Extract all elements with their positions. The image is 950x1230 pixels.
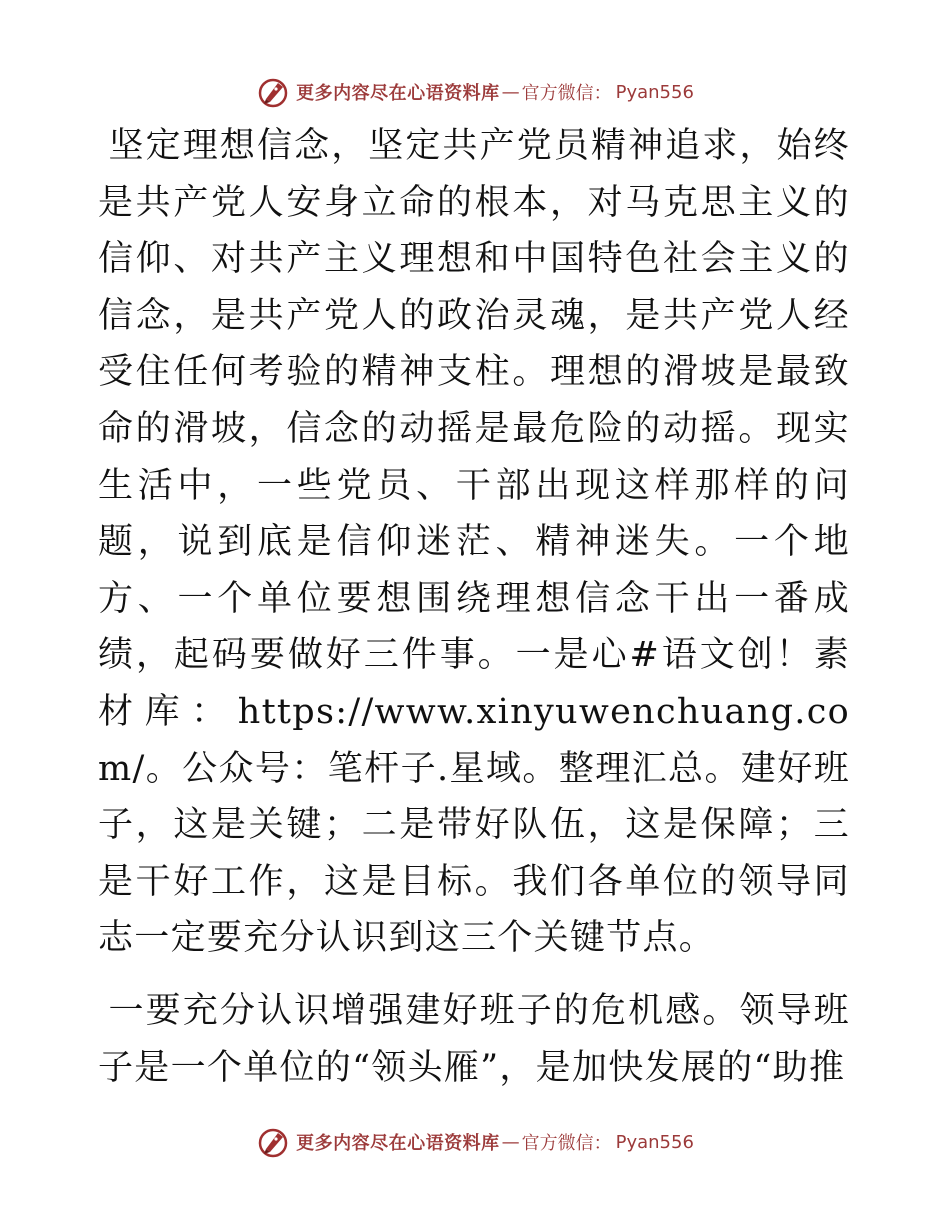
body-paragraph-1: 坚定理想信念，坚定共产党员精神追求，始终是共产党人安身立命的根本，对马克思主义的信仰、对共产主义理想和中国特色社会主义的信念，是共产党人的政治灵魂，是共产党人经受住任何考验的精神支柱。理想的滑坡是最致命的滑坡，信念的动摇是最危险的动摇。现实生活中，一些党员、干部出现这样那样的问题，说到底是信仰迷茫、精神迷失。一个地方、一个单位要想围绕理想信念干出一番成绩，起码要做好三件事。一是心#语文创！素材库：https://www.xinyuwenchuang.com/。公众号：笔杆子.星域。整理汇总。建好班子，这是关键；二是带好队伍，这是保障；三是干好工作，这是目标。我们各单位的领导同志一定要充分认识到这三个关键节点。 bbox=[98, 126, 850, 959]
header-wechat-label: 官方微信： bbox=[521, 83, 612, 104]
body-paragraph-2: 一要充分认识增强建好班子的危机感。领导班子是一个单位的“领头雁”，是加快发展的“助推 bbox=[98, 990, 850, 1088]
document-body bbox=[98, 118, 850, 1096]
header-brand-text: 更多内容尽在心语资料库 bbox=[296, 83, 500, 104]
footer-separator: — bbox=[501, 1131, 520, 1153]
header-wechat-id: Pyan556 bbox=[615, 81, 694, 103]
pen-nib-logo-icon bbox=[256, 75, 290, 109]
header-separator: — bbox=[501, 81, 520, 103]
page-header-banner bbox=[0, 72, 950, 112]
page-footer-banner bbox=[0, 1122, 950, 1162]
pen-nib-logo-icon bbox=[256, 1125, 290, 1159]
footer-wechat-id: Pyan556 bbox=[615, 1131, 694, 1153]
footer-wechat-label: 官方微信： bbox=[521, 1133, 612, 1154]
footer-brand-text: 更多内容尽在心语资料库 bbox=[296, 1133, 500, 1154]
